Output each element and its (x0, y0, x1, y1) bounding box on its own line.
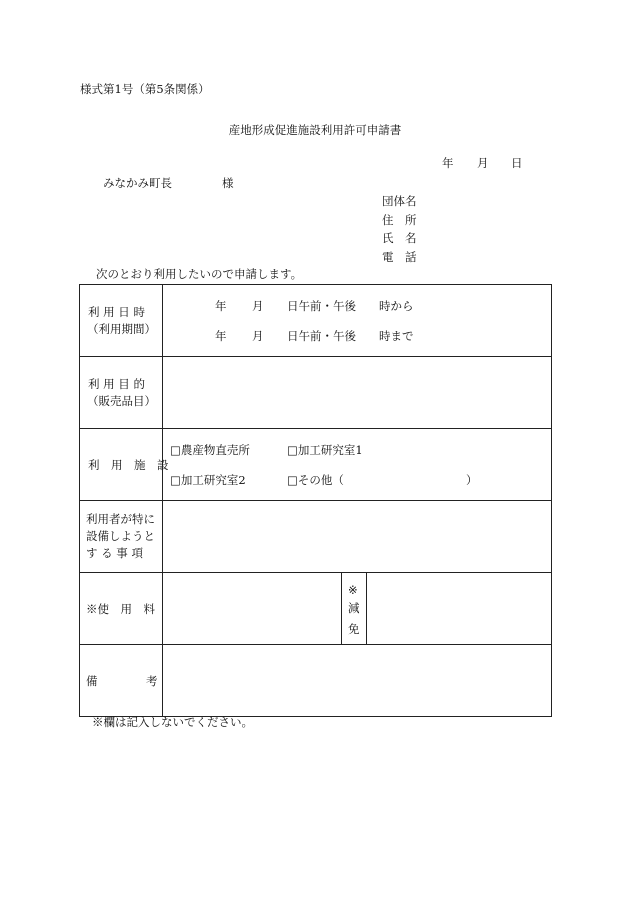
row-remarks (80, 645, 552, 717)
reduction-label-cell (342, 573, 367, 645)
applicant-name-label: 氏 名 (382, 231, 417, 245)
to-day-ampm: 日午前・午後 (287, 329, 356, 343)
facility-other-close: ） (466, 473, 478, 487)
from-day-ampm: 日午前・午後 (287, 299, 356, 313)
recipient: みなかみ町長 (103, 176, 172, 190)
usage-period-sublabel: （利用期間） (87, 322, 156, 336)
to-time: 時まで (379, 329, 414, 343)
row-usage-period (80, 285, 552, 357)
remarks-label-2: 考 (146, 674, 158, 688)
facility-field (163, 429, 552, 501)
reduction-mark: ※ (348, 583, 358, 597)
application-form-table (79, 284, 552, 717)
from-year: 年 (215, 299, 227, 313)
document-title: 産地形成促進施設利用許可申請書 (228, 123, 402, 137)
form-number: 様式第1号（第5条関係） (80, 82, 210, 96)
remarks-label-1: 備 (86, 674, 98, 688)
applicant-address-label: 住 所 (382, 213, 417, 227)
facility-label-cell (80, 429, 169, 501)
usage-period-label: 利 用 日 時 (88, 305, 145, 319)
date-day: 日 (511, 156, 523, 170)
facility-option-direct-sales[interactable]: □農産物直売所 (170, 443, 250, 457)
to-year: 年 (215, 329, 227, 343)
reduction-char-2: 免 (348, 622, 360, 636)
to-month: 月 (252, 329, 264, 343)
from-time: 時から (379, 299, 414, 313)
row-facility (80, 429, 552, 501)
equipment-label-1: 利用者が特に (86, 512, 155, 526)
from-month: 月 (252, 299, 264, 313)
date-year: 年 (442, 156, 454, 170)
footnote: ※欄は記入しないでください。 (92, 715, 253, 729)
equipment-label-2: 設備しようと (86, 529, 155, 543)
intro-text: 次のとおり利用したいので申請します。 (96, 267, 303, 281)
row-usage-purpose (80, 357, 552, 429)
equipment-field[interactable] (163, 501, 552, 573)
fee-label-cell (80, 573, 163, 645)
usage-purpose-label: 利 用 目 的 (88, 377, 145, 391)
equipment-label-3: す る 事 項 (86, 546, 143, 560)
usage-period-field[interactable] (163, 285, 552, 357)
equipment-label-cell (80, 501, 163, 573)
remarks-field[interactable] (163, 645, 552, 717)
reduction-char-1: 減 (348, 601, 360, 615)
facility-option-lab-1[interactable]: □加工研究室1 (287, 443, 363, 457)
applicant-phone-label: 電 話 (382, 250, 417, 264)
row-fee (80, 573, 552, 645)
remarks-label-cell (80, 645, 163, 717)
applicant-organization-label: 団体名 (382, 194, 417, 208)
usage-purpose-label-cell (80, 357, 163, 429)
row-equipment (80, 501, 552, 573)
fee-field[interactable] (163, 573, 342, 645)
facility-label: 利 用 施 設 (88, 458, 169, 472)
reduction-field[interactable] (367, 573, 552, 645)
fee-label: ※使 用 料 (86, 602, 155, 616)
usage-period-label-cell (80, 285, 163, 357)
honorific: 様 (222, 176, 234, 190)
date-month: 月 (477, 156, 489, 170)
usage-purpose-sublabel: （販売品目） (87, 394, 156, 408)
facility-option-lab-2[interactable]: □加工研究室2 (170, 473, 246, 487)
usage-purpose-field[interactable] (163, 357, 552, 429)
facility-option-other[interactable]: □その他（ (287, 473, 344, 487)
